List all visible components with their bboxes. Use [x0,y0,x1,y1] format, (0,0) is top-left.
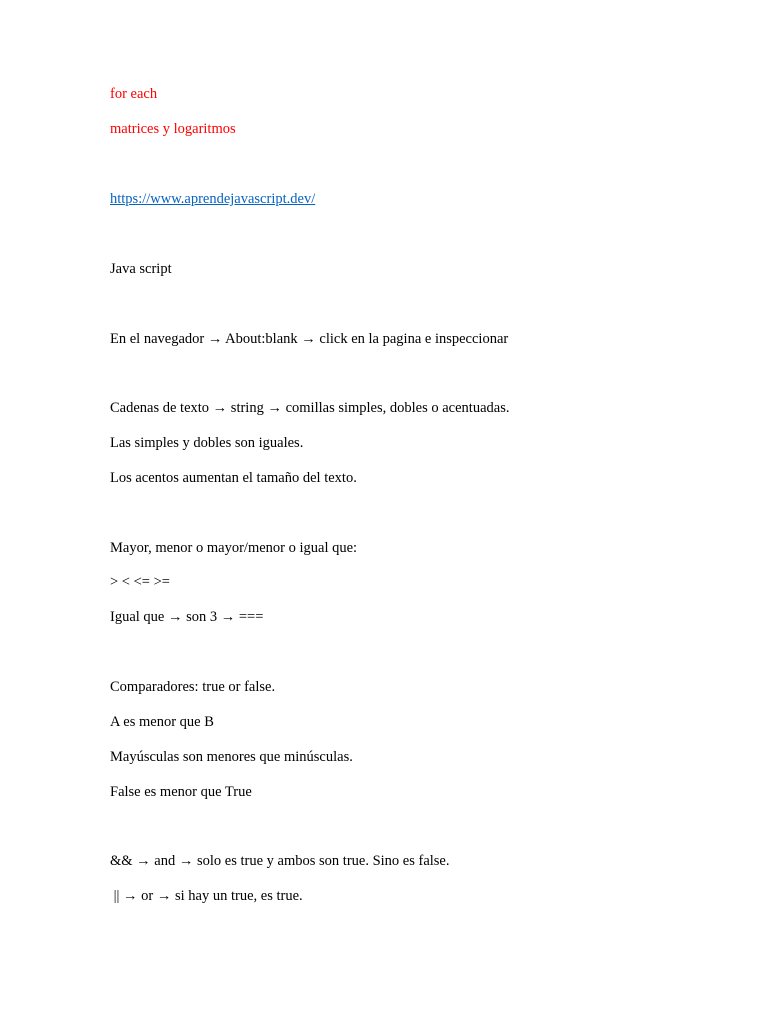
a-menor-b-line: A es menor que B [110,714,214,730]
false-true-line: False es menor que True [110,784,252,800]
navegador-instructions: En el navegador → About:blank → click en la pagina e inspeccionar [110,331,509,347]
mayor-menor-line: Mayor, menor o mayor/menor o igual que: [110,540,358,556]
or-operator-line: || → or → si hay un true, es true. [110,888,303,904]
heading-for-each: for each [110,86,158,102]
comparadores-line: Comparadores: true or false. [110,679,276,695]
cadenas-texto-line: Cadenas de texto → string → comillas simples, dobles o acentuadas. [110,400,510,416]
aprendejavascript-link[interactable]: https://www.aprendejavascript.dev/ [110,191,316,207]
acentos-line: Los acentos aumentan el tamaño del texto. [110,470,357,486]
operators-line: > < <= >= [110,574,170,590]
and-operator-line: && → and → solo es true y ambos son true. Sino es false. [110,853,450,869]
igual-que-line: Igual que → son 3 → === [110,609,264,625]
java-script-title: Java script [110,261,172,277]
simples-dobles-line: Las simples y dobles son iguales. [110,435,304,451]
mayusculas-line: Mayúsculas son menores que minúsculas. [110,749,353,765]
heading-matrices-logaritmos: matrices y logaritmos [110,121,236,137]
